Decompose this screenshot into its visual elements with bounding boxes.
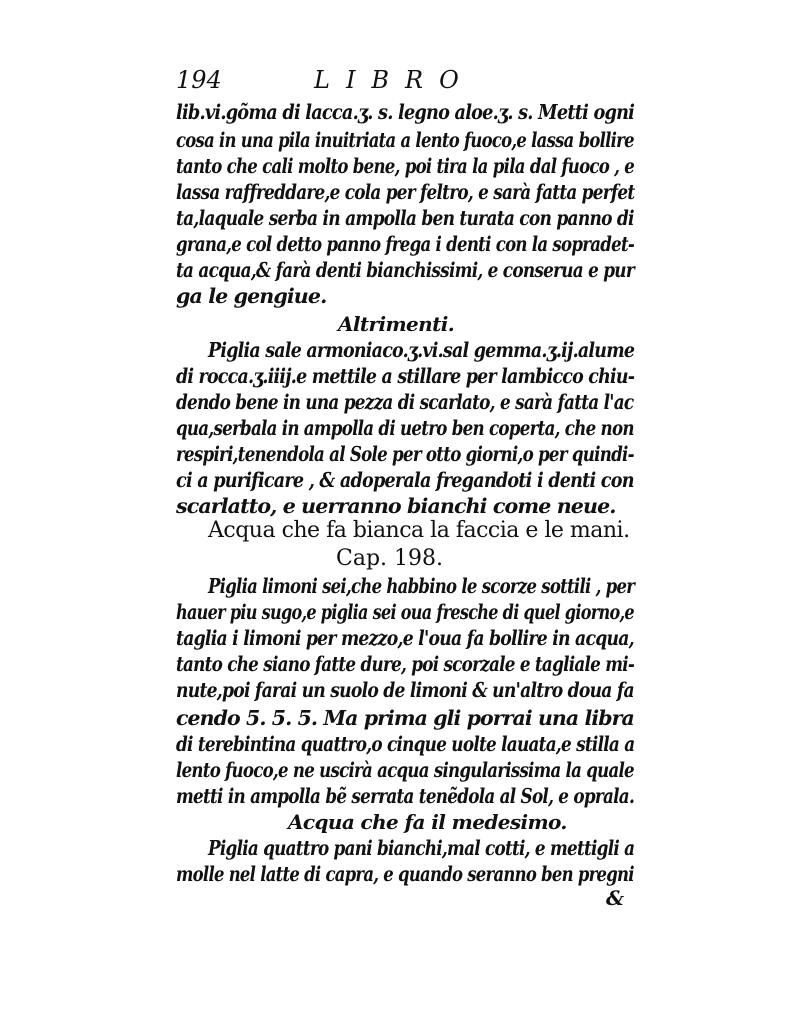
text-line: Piglia quattro pani bianchi,mal cotti, e mettigli a <box>208 836 635 860</box>
text-line: tanto che siano fatte dure, poi scorzale e tagliale mi- <box>176 652 635 676</box>
text-line: dendo bene in una pezza di scarlato, e sarà fatta l'ac <box>176 390 634 414</box>
catchword: & <box>606 886 625 910</box>
text-line: grana,e col detto panno frega i denti con la sopradet- <box>176 232 635 256</box>
text-line: respiri,tenendola al Sole per otto giorni,o per quindi- <box>176 442 634 466</box>
text-line: ta,laquale serba in ampolla ben turata con panno di <box>176 206 634 230</box>
text-line: taglia i limoni per mezzo,e l'oua fa bollire in acqua, <box>176 626 634 650</box>
text-line: lassa raffreddare,e cola per feltro, e sarà fatta perfet <box>176 180 635 204</box>
text-line: di rocca.ʒ.iiij.e mettile a stillare per lambicco chiu- <box>176 364 635 388</box>
running-head: LIBRO <box>314 66 475 94</box>
text-line: scarlatto, e uerranno bianchi come neue. <box>176 494 616 518</box>
text-line: tanto che cali molto bene, poi tira la pila dal fuoco , e <box>176 154 635 178</box>
subheading-altrimenti: Altrimenti. <box>338 312 455 336</box>
text-line: metti in ampolla bẽ serrata tenẽdola al Sol, e oprala. <box>176 784 635 808</box>
text-line: molle nel latte di capra, e quando seranno ben pregni <box>176 862 634 886</box>
text-line: ta acqua,& farà denti bianchissimi, e conserua e pur <box>176 258 634 282</box>
page-header <box>176 66 636 100</box>
text-line: cosa in una pila inuitriata a lento fuoco,e lassa bollire <box>176 128 634 152</box>
text-line: Piglia limoni sei,che habbino le scorze sottili , per <box>208 574 635 598</box>
text-line: ci a purificare , & adoperala fregandoti i denti con <box>176 468 634 492</box>
text-line: hauer piu sugo,e piglia sei oua fresche di quel giorno,e <box>176 600 634 624</box>
text-line: qua,serbala in ampolla di uetro ben coperta, che non <box>176 416 634 440</box>
text-line: lib.vi.gõma di lacca.ʒ. s. legno aloe.ʒ. s. Metti ogni <box>176 100 635 124</box>
text-line: cendo 5. 5. 5. Ma prima gli porrai una libra <box>176 706 634 730</box>
text-line: di terebintina quattro,o cinque uolte lauata,e stilla a <box>176 732 635 756</box>
chapter-number: Cap. 198. <box>336 546 444 571</box>
text-line: ga le gengiue. <box>176 284 327 308</box>
chapter-title: Acqua che fa bianca la faccia e le mani. <box>208 518 630 543</box>
text-line: Piglia sale armoniaco.ʒ.vi.sal gemma.ʒ.ij.alume <box>208 338 635 362</box>
text-line: nute,poi farai un suolo de limoni & un'altro doua fa <box>176 678 634 702</box>
text-line: lento fuoco,e ne uscirà acqua singularissima la quale <box>176 758 634 782</box>
subheading-medesimo: Acqua che fa il medesimo. <box>288 810 567 834</box>
page-number: 194 <box>176 66 222 94</box>
